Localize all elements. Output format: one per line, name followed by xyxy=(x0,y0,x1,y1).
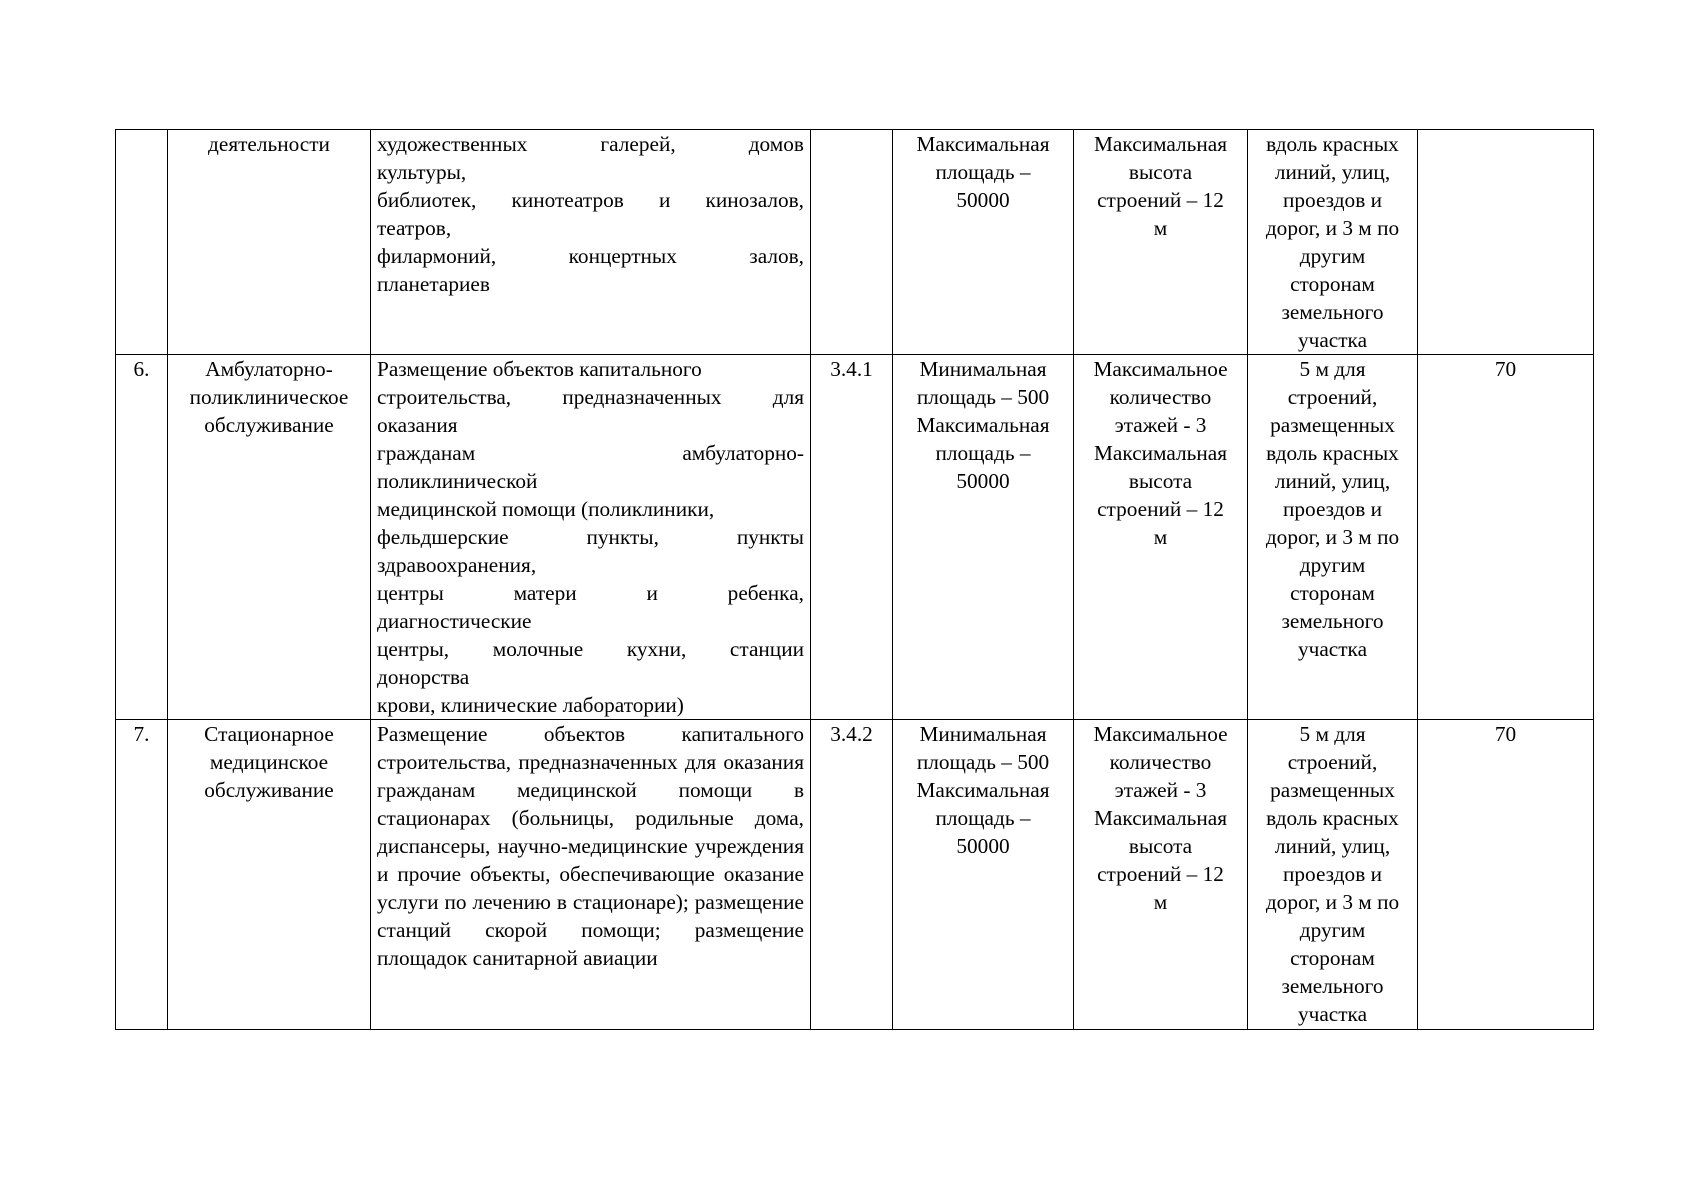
table-row xyxy=(116,720,1594,1030)
cell-line: размещенных xyxy=(1270,778,1395,802)
cell-line: площадь – xyxy=(935,441,1031,465)
cell-line: участка xyxy=(1297,1002,1368,1026)
use-type-cell xyxy=(168,720,371,1030)
cell-line: Максимальная xyxy=(1093,806,1227,830)
cell-line: этажей - 3 xyxy=(1114,778,1207,802)
use-type-cell xyxy=(168,355,371,720)
table-row xyxy=(116,355,1594,720)
description-cell xyxy=(371,355,811,720)
cell-line: площадь – 500 xyxy=(916,385,1050,409)
cell-line: Максимальная xyxy=(1093,441,1227,465)
cell-line: участка xyxy=(1297,328,1368,352)
cell-line: крови, клинические лаборатории) xyxy=(377,693,684,717)
cell-line: 5 м для xyxy=(1299,722,1366,746)
cell-line: Максимальная xyxy=(916,413,1050,437)
cell-line: площадь – xyxy=(935,160,1031,184)
cell-line: поликлиническое xyxy=(189,385,349,409)
cell-line: центры матери и ребенка, xyxy=(377,581,804,605)
cell-line: земельного xyxy=(1281,609,1384,633)
cell-line: сторонам xyxy=(1290,581,1375,605)
use-type-cell: деятельности xyxy=(168,130,371,355)
cell-line: строений, xyxy=(1287,385,1378,409)
cell-line: медицинской помощи (поликлиники, xyxy=(377,497,715,521)
cell-line: сторонам xyxy=(1290,272,1375,296)
cell-line: другим xyxy=(1299,553,1366,577)
cell-line: гражданам амбулаторно- xyxy=(377,441,804,465)
cell-line: обслуживание xyxy=(204,778,334,802)
plot-area-cell xyxy=(893,720,1074,1030)
building-height-cell xyxy=(1074,130,1248,355)
cell-line: планетариев xyxy=(377,272,490,296)
cell-line: строений – 12 xyxy=(1097,497,1224,521)
cell-line: высота xyxy=(1128,469,1193,493)
coverage-percent-cell: 70 xyxy=(1418,355,1594,720)
cell-line: Амбулаторно- xyxy=(205,357,333,381)
coverage-percent-cell xyxy=(1418,130,1594,355)
cell-line: Размещение объектов капитального xyxy=(377,357,702,381)
cell-line: театров, xyxy=(377,216,452,240)
cell-line: 50000 xyxy=(956,188,1010,212)
cell-line: земельного xyxy=(1281,300,1384,324)
setback-cell xyxy=(1248,720,1418,1030)
cell-line: Минимальная xyxy=(919,357,1047,381)
code-cell: 3.4.2 xyxy=(811,720,893,1030)
cell-line: вдоль красных xyxy=(1266,441,1399,465)
cell-line: земельного xyxy=(1281,974,1384,998)
plot-area-cell xyxy=(893,355,1074,720)
cell-line: строений, xyxy=(1287,750,1378,774)
cell-line: сторонам xyxy=(1290,946,1375,970)
cell-line: высота xyxy=(1128,160,1193,184)
coverage-percent-cell: 70 xyxy=(1418,720,1594,1030)
cell-line: Максимальная xyxy=(916,132,1050,156)
cell-line: строительства, предназначенных для xyxy=(377,385,804,409)
row-number-cell: 7. xyxy=(116,720,168,1030)
cell-line: высота xyxy=(1128,834,1193,858)
cell-line: вдоль красных xyxy=(1266,806,1399,830)
cell-line: центры, молочные кухни, станции xyxy=(377,637,804,661)
cell-line: обслуживание xyxy=(204,413,334,437)
cell-line: филармоний, концертных залов, xyxy=(377,244,804,268)
cell-line: другим xyxy=(1299,918,1366,942)
cell-line: количество xyxy=(1109,385,1212,409)
plot-area-cell xyxy=(893,130,1074,355)
cell-line: Минимальная xyxy=(919,722,1047,746)
cell-line: фельдшерские пункты, пункты xyxy=(377,525,804,549)
cell-line: Максимальное xyxy=(1093,357,1228,381)
cell-line: 50000 xyxy=(956,834,1010,858)
cell-line: медицинское xyxy=(209,750,329,774)
cell-line: дорог, и 3 м по xyxy=(1265,525,1400,549)
cell-line: донорства xyxy=(377,665,470,689)
cell-line: культуры, xyxy=(377,160,467,184)
cell-line: строений – 12 xyxy=(1097,862,1224,886)
cell-line: размещенных xyxy=(1270,413,1395,437)
land-use-table xyxy=(115,129,1594,1030)
cell-line: площадь – 500 xyxy=(916,750,1050,774)
building-height-cell xyxy=(1074,355,1248,720)
cell-line: площадь – xyxy=(935,806,1031,830)
table-row xyxy=(116,130,1594,355)
cell-line: линий, улиц, xyxy=(1274,469,1391,493)
cell-line: оказания xyxy=(377,413,458,437)
cell-line: количество xyxy=(1109,750,1212,774)
code-cell: 3.4.1 xyxy=(811,355,893,720)
cell-line: м xyxy=(1153,525,1168,549)
cell-line: линий, улиц, xyxy=(1274,160,1391,184)
cell-line: проездов и xyxy=(1283,862,1382,886)
setback-cell xyxy=(1248,130,1418,355)
code-cell xyxy=(811,130,893,355)
cell-line: дорог, и 3 м по xyxy=(1265,216,1400,240)
cell-line: Максимальная xyxy=(916,778,1050,802)
cell-line: художественных галерей, домов xyxy=(377,132,804,156)
cell-line: 5 м для xyxy=(1299,357,1366,381)
cell-line: поликлинической xyxy=(377,469,538,493)
cell-line: Максимальная xyxy=(1093,132,1227,156)
cell-line: строений – 12 xyxy=(1097,188,1224,212)
description-cell xyxy=(371,130,811,355)
cell-line: участка xyxy=(1297,637,1368,661)
cell-line: проездов и xyxy=(1283,188,1382,212)
cell-line: 50000 xyxy=(956,469,1010,493)
cell-line: диагностические xyxy=(377,609,532,633)
cell-line: здравоохранения, xyxy=(377,553,537,577)
cell-line: библиотек, кинотеатров и кинозалов, xyxy=(377,188,804,212)
cell-line: другим xyxy=(1299,244,1366,268)
building-height-cell xyxy=(1074,720,1248,1030)
setback-cell xyxy=(1248,355,1418,720)
cell-line: линий, улиц, xyxy=(1274,834,1391,858)
cell-line: Максимальное xyxy=(1093,722,1228,746)
cell-line: вдоль красных xyxy=(1266,132,1399,156)
row-number-cell: 6. xyxy=(116,355,168,720)
row-number-cell xyxy=(116,130,168,355)
cell-line: дорог, и 3 м по xyxy=(1265,890,1400,914)
cell-line: Стационарное xyxy=(204,722,334,746)
cell-line: м xyxy=(1153,216,1168,240)
cell-line: этажей - 3 xyxy=(1114,413,1207,437)
cell-line: м xyxy=(1153,890,1168,914)
description-cell: Размещение объектов капитального строительства, предназначенных для оказания гражданам медицинской помощи в стационарах (больницы, родильные дома, диспансеры, научно-медицинские учреждения и прочие объекты, обеспечивающие оказание услуги по лечению в стационаре); размещение станций скорой помощи; размещение площадок санитарной авиации xyxy=(371,720,811,1030)
cell-line: проездов и xyxy=(1283,497,1382,521)
